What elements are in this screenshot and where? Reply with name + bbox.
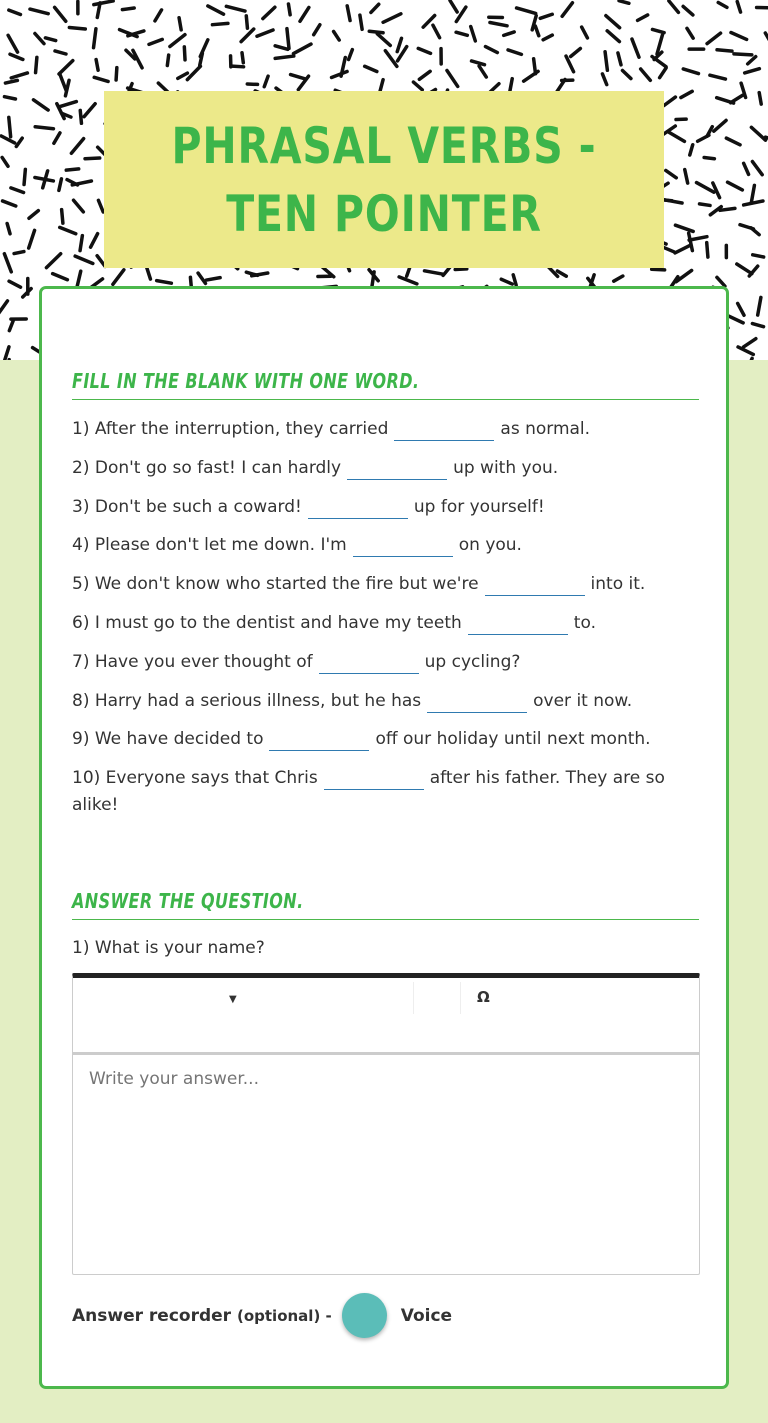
answer-editor — [72, 973, 700, 1275]
question-item — [72, 610, 692, 637]
pattern-dash — [2, 157, 8, 166]
pattern-dash — [664, 248, 674, 252]
pattern-dash — [571, 49, 581, 57]
pattern-dash — [3, 201, 16, 206]
pattern-dash — [383, 14, 401, 22]
pattern-dash — [167, 55, 168, 65]
pattern-dash — [71, 139, 83, 154]
pattern-dash — [700, 204, 711, 206]
pattern-dash — [75, 256, 93, 263]
pattern-dash — [397, 38, 401, 51]
pattern-dash — [98, 200, 103, 212]
answer-input[interactable] — [73, 1055, 699, 1273]
pattern-dash — [80, 110, 81, 123]
pattern-dash — [666, 170, 677, 177]
pattern-dash — [490, 22, 507, 25]
pattern-dash — [246, 16, 247, 28]
pattern-dash — [718, 2, 727, 7]
pattern-dash — [128, 31, 144, 36]
question-text-after: into it. — [590, 574, 646, 595]
pattern-dash — [16, 138, 22, 146]
pattern-dash — [748, 57, 756, 64]
pattern-dash — [737, 264, 752, 274]
pattern-dash — [377, 34, 390, 46]
pattern-dash — [242, 53, 243, 63]
question-text-before: 1) After the interruption, they carried — [72, 419, 389, 439]
editor-toolbar — [73, 978, 699, 1055]
pattern-dash — [334, 31, 340, 40]
pattern-dash — [758, 297, 761, 315]
question-item — [72, 571, 692, 598]
pattern-dash — [471, 27, 476, 41]
pattern-dash — [683, 69, 698, 74]
pattern-dash — [170, 35, 185, 47]
pattern-dash — [293, 44, 311, 54]
pattern-dash — [55, 51, 66, 54]
pattern-dash — [314, 25, 320, 35]
question-item — [72, 649, 692, 676]
blank-input[interactable] — [353, 533, 453, 557]
pattern-dash — [641, 69, 651, 80]
pattern-dash — [226, 6, 245, 11]
pattern-dash — [5, 80, 17, 83]
pattern-dash — [212, 23, 227, 24]
pattern-dash — [178, 73, 188, 78]
pattern-dash — [707, 33, 721, 43]
question-text-before: 2) Don't go so fast! I can hardly — [72, 457, 342, 478]
pattern-dash — [30, 9, 48, 14]
pattern-dash — [157, 281, 172, 284]
record-voice-button[interactable] — [342, 1293, 387, 1338]
pattern-dash — [206, 278, 220, 280]
pattern-dash — [347, 6, 350, 21]
pattern-dash — [734, 54, 752, 55]
pattern-dash — [5, 347, 9, 360]
worksheet-title: PHRASAL VERBS - TEN POINTER — [171, 116, 597, 243]
pattern-dash — [287, 29, 289, 49]
pattern-dash — [9, 281, 20, 287]
pattern-dash — [638, 15, 648, 20]
pattern-dash — [187, 66, 200, 79]
question-item — [72, 688, 692, 715]
pattern-dash — [96, 60, 98, 71]
recorder-label: Answer recorder — [72, 1305, 232, 1326]
voice-label: Voice — [400, 1305, 453, 1326]
pattern-dash — [94, 29, 96, 48]
pattern-dash — [122, 8, 134, 10]
pattern-dash — [91, 234, 98, 248]
pattern-dash — [413, 82, 422, 90]
pattern-dash — [605, 52, 607, 71]
pattern-dash — [198, 273, 205, 283]
question-text-before: 3) Don't be such a coward! — [72, 496, 302, 517]
pattern-dash — [752, 162, 762, 175]
pattern-dash — [728, 316, 743, 323]
pattern-dash — [582, 27, 588, 38]
pattern-dash — [36, 57, 37, 72]
pattern-dash — [264, 76, 268, 87]
pattern-dash — [652, 269, 665, 270]
pattern-dash — [60, 227, 76, 233]
pattern-dash — [717, 277, 725, 286]
pattern-dash — [149, 39, 162, 44]
blank-input[interactable] — [468, 611, 568, 635]
pattern-dash — [751, 185, 754, 203]
pattern-dash — [745, 69, 760, 73]
pattern-dash — [33, 100, 48, 110]
pattern-dash — [72, 181, 91, 185]
pattern-dash — [84, 104, 95, 117]
question-item — [72, 765, 692, 819]
special-character-button[interactable]: Ω — [477, 988, 490, 1006]
pattern-dash — [385, 51, 397, 67]
pattern-dash — [660, 68, 667, 78]
pattern-dash — [690, 145, 693, 155]
pattern-dash — [717, 50, 732, 51]
question-text-after: up for yourself! — [413, 496, 545, 517]
pattern-dash — [752, 324, 763, 327]
section-title-text: ANSWER THE QUESTION. — [72, 889, 304, 913]
pattern-dash — [4, 97, 15, 99]
pattern-dash — [288, 4, 290, 15]
pattern-dash — [9, 117, 11, 136]
pattern-dash — [753, 255, 764, 257]
question-text-before: 4) Please don't let me down. I'm — [72, 535, 347, 556]
pattern-dash — [29, 211, 38, 219]
pattern-dash — [69, 27, 85, 28]
pattern-dash — [447, 70, 458, 86]
section-answer-title — [72, 889, 699, 920]
pattern-dash — [35, 34, 44, 44]
pattern-dash — [66, 169, 78, 170]
pattern-dash — [29, 230, 35, 248]
question-item — [72, 726, 692, 753]
pattern-dash — [748, 358, 753, 360]
pattern-dash — [60, 73, 66, 90]
question-text-after: up cycling? — [424, 651, 521, 672]
answer-recorder — [72, 1293, 452, 1338]
question-text-before: 5) We don't know who started the fire but we're — [72, 574, 479, 595]
pattern-dash — [14, 252, 24, 254]
pattern-dash — [45, 38, 55, 41]
pattern-dash — [714, 120, 726, 131]
pattern-dash — [698, 135, 709, 141]
pattern-dash — [744, 201, 763, 205]
question-text: 1) What is your name? — [72, 938, 265, 958]
worksheet-card — [39, 286, 729, 1389]
toolbar-divider — [460, 982, 461, 1014]
pattern-dash — [517, 8, 536, 14]
pattern-dash — [80, 236, 82, 251]
blank-input[interactable] — [324, 766, 424, 790]
pattern-dash — [419, 71, 430, 79]
pattern-dash — [360, 15, 362, 29]
question-text-before: 6) I must go to the dentist and have my teeth — [72, 613, 462, 633]
pattern-dash — [9, 10, 21, 14]
pattern-dash — [179, 18, 181, 30]
pattern-dash — [738, 303, 744, 315]
question-item — [72, 455, 692, 482]
pattern-dash — [485, 47, 497, 53]
blank-input[interactable] — [485, 572, 585, 596]
pattern-dash — [257, 30, 273, 36]
pattern-dash — [619, 1, 629, 4]
question-text-after: off our holiday until next month. — [375, 729, 651, 750]
pattern-dash — [707, 243, 708, 257]
question-item — [72, 416, 692, 443]
pattern-dash — [184, 47, 185, 60]
blank-input[interactable] — [269, 727, 369, 751]
pattern-dash — [208, 6, 224, 14]
pattern-dash — [632, 39, 639, 57]
pattern-dash — [46, 254, 60, 268]
question-text-before: 9) We have decided to — [72, 729, 264, 750]
pattern-dash — [508, 50, 521, 54]
blank-input[interactable] — [319, 650, 419, 674]
pattern-dash — [241, 29, 254, 42]
pattern-dash — [675, 225, 693, 231]
pattern-dash — [744, 163, 749, 174]
pattern-dash — [731, 33, 747, 40]
pattern-dash — [300, 7, 309, 21]
question-item — [72, 494, 692, 521]
pattern-dash — [53, 274, 68, 280]
pattern-dash — [652, 29, 664, 32]
pattern-dash — [665, 200, 682, 203]
blank-input[interactable] — [308, 495, 408, 519]
pattern-dash — [232, 66, 244, 67]
section-title-text: FILL IN THE BLANK WITH ONE WORD. — [72, 369, 420, 393]
pattern-dash — [562, 3, 572, 17]
question-text-before: 8) Harry had a serious illness, but he has — [72, 690, 422, 711]
pattern-dash — [731, 95, 743, 102]
blank-input[interactable] — [427, 689, 527, 713]
pattern-dash — [11, 188, 24, 193]
pattern-dash — [0, 301, 7, 313]
pattern-dash — [418, 48, 430, 53]
pattern-dash — [664, 97, 675, 105]
pattern-dash — [543, 35, 552, 40]
pattern-dash — [62, 210, 63, 224]
pattern-dash — [669, 1, 679, 12]
question-text-after: as normal. — [500, 419, 591, 439]
pattern-dash — [399, 277, 417, 284]
pattern-dash — [726, 138, 740, 145]
pattern-dash — [704, 157, 714, 158]
pattern-dash — [365, 66, 377, 71]
pattern-dash — [566, 56, 574, 72]
pattern-dash — [689, 237, 707, 240]
pattern-dash — [60, 102, 76, 107]
pattern-dash — [689, 233, 693, 250]
pattern-dash — [372, 272, 374, 287]
pattern-dash — [607, 31, 619, 42]
pattern-dash — [456, 32, 467, 35]
pattern-dash — [675, 245, 690, 253]
question-text-before: 10) Everyone says that Chris — [72, 768, 318, 789]
pattern-dash — [9, 321, 13, 331]
pattern-dash — [622, 71, 630, 79]
pattern-dash — [65, 80, 69, 95]
pattern-dash — [737, 2, 740, 13]
pattern-dash — [155, 10, 162, 21]
pattern-dash — [349, 50, 353, 60]
recorder-optional: (optional) - — [236, 1306, 332, 1325]
section-fill-blank-title — [72, 369, 699, 400]
pattern-dash — [738, 347, 753, 354]
pattern-dash — [7, 223, 10, 233]
pattern-dash — [24, 169, 25, 184]
question-text-after: after his father. They are so alike! — [72, 768, 665, 816]
format-dropdown-caret-icon[interactable]: ▼ — [229, 994, 237, 1005]
pattern-dash — [602, 74, 606, 85]
question-text-before: 7) Have you ever thought of — [72, 651, 313, 672]
pattern-dash — [606, 16, 620, 28]
pattern-dash — [8, 35, 17, 52]
pattern-dash — [94, 77, 108, 81]
toolbar-divider — [413, 982, 414, 1014]
question-item — [72, 532, 692, 559]
pattern-dash — [751, 127, 765, 140]
pattern-dash — [472, 61, 485, 65]
pattern-dash — [424, 271, 443, 274]
pattern-dash — [59, 61, 73, 74]
pattern-dash — [710, 75, 726, 79]
pattern-dash — [720, 208, 735, 210]
pattern-dash — [275, 46, 288, 50]
title-banner — [104, 91, 664, 268]
pattern-dash — [275, 56, 294, 58]
pattern-dash — [618, 53, 621, 65]
pattern-dash — [504, 32, 515, 35]
question-text-after: over it now. — [533, 690, 633, 711]
pattern-dash — [371, 4, 379, 12]
pattern-dash — [11, 73, 27, 78]
pattern-dash — [55, 7, 66, 21]
pattern-dash — [291, 75, 305, 79]
pattern-dash — [263, 7, 275, 18]
pattern-dash — [4, 254, 11, 272]
question-text-after: up with you. — [453, 457, 559, 478]
pattern-dash — [116, 68, 117, 80]
pattern-dash — [332, 71, 348, 77]
pattern-dash — [540, 14, 552, 18]
pattern-dash — [85, 158, 100, 159]
pattern-dash — [113, 270, 124, 285]
pattern-dash — [1, 136, 14, 143]
pattern-dash — [696, 183, 713, 193]
pattern-dash — [501, 279, 512, 284]
pattern-dash — [683, 6, 693, 15]
pattern-dash — [535, 26, 538, 36]
pattern-dash — [35, 177, 53, 180]
pattern-dash — [35, 127, 53, 129]
pattern-dash — [74, 200, 84, 212]
pattern-dash — [54, 133, 60, 143]
pattern-dash — [456, 7, 466, 21]
pattern-dash — [524, 71, 538, 81]
pattern-dash — [450, 0, 457, 12]
pattern-dash — [10, 54, 23, 59]
pattern-dash — [728, 182, 743, 190]
pattern-dash — [759, 93, 761, 105]
pattern-dash — [479, 66, 486, 77]
pattern-dash — [685, 170, 688, 184]
pattern-dash — [59, 179, 62, 191]
pattern-dash — [681, 91, 692, 97]
pattern-dash — [744, 339, 756, 347]
blank-input[interactable] — [394, 417, 494, 441]
pattern-dash — [614, 276, 623, 281]
question-text-after: on you. — [458, 535, 522, 556]
pattern-dash — [669, 132, 685, 141]
pattern-dash — [687, 28, 693, 38]
pattern-dash — [433, 25, 440, 38]
blank-input[interactable] — [347, 456, 447, 480]
question-text-after: to. — [573, 613, 596, 633]
pattern-dash — [455, 269, 467, 270]
pattern-dash — [94, 1, 113, 5]
